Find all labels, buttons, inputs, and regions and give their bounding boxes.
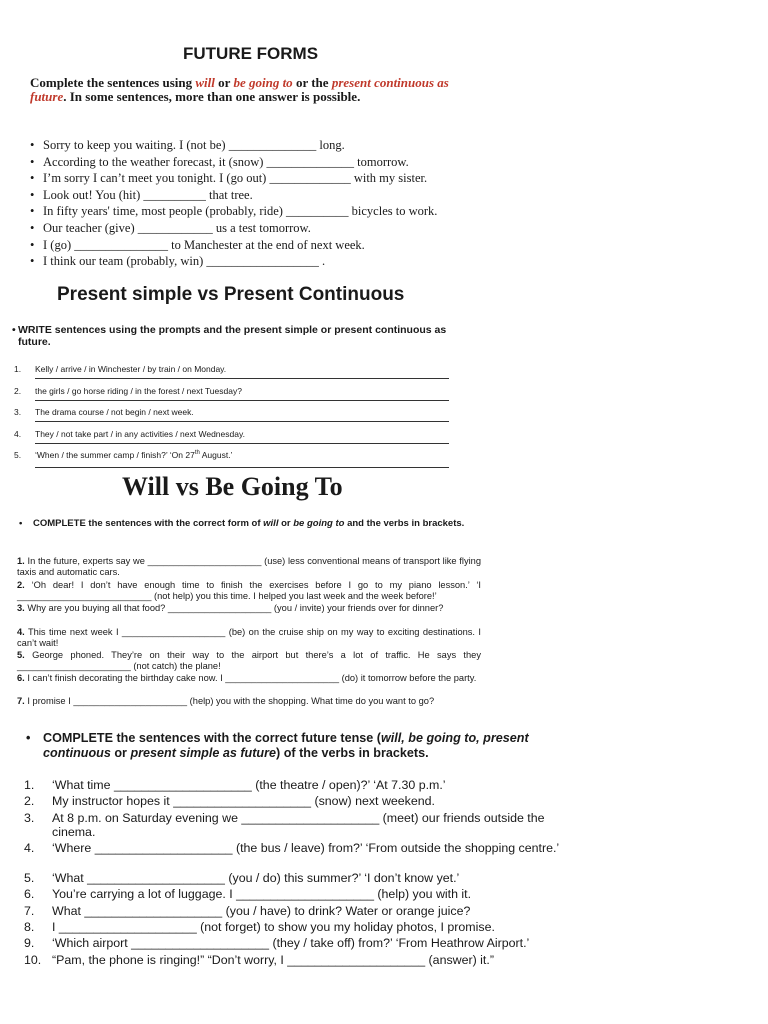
list-item xyxy=(30,137,437,154)
answer-line[interactable] xyxy=(35,421,449,422)
bullet: • xyxy=(19,518,23,529)
item-text: They / not take part / in any activities / next Wednesday. xyxy=(35,429,245,439)
future-forms-list xyxy=(30,137,437,270)
superscript: th xyxy=(194,450,200,457)
item-text: ‘Oh dear! I don’t have enough time to finish the exercises before I go to my piano lesson.’ ‘I __________________________ (not help) you this time. I helped you last week and the week before!’ xyxy=(17,580,481,601)
item-text: George phoned. They’re on their way to the airport but there’s a lot of traffic. He says they ______________________ (not catch) the plane! xyxy=(17,650,482,671)
list-item xyxy=(17,673,481,684)
list-item xyxy=(17,650,481,671)
instruction-text: COMPLETE the sentences with the correct future tense ( xyxy=(43,731,381,745)
item-text: The drama course / not begin / next week. xyxy=(35,407,194,417)
bullet: • xyxy=(26,731,31,745)
instruction-text: WRITE sentences using the prompts and the present simple or present continuous as future. xyxy=(18,324,447,348)
bullet: • xyxy=(30,254,35,269)
instruction-text: . In some sentences, more than one answer is possible. xyxy=(63,89,361,104)
item-number: 4. xyxy=(17,627,25,637)
list-item xyxy=(30,154,437,171)
item-text: Kelly / arrive / in Winchester / by train / on Monday. xyxy=(35,364,227,374)
list-item xyxy=(17,696,481,707)
item-number: 10. xyxy=(24,953,42,967)
item-number: 5. xyxy=(17,650,25,660)
instruction-text: Complete the sentences using xyxy=(30,75,196,90)
item-text: ‘What ____________________ (you / do) this summer?’ ‘I don’t know yet.’ xyxy=(52,871,460,885)
answer-line[interactable] xyxy=(35,378,449,379)
item-text: ‘Where ____________________ (the bus / leave) from?’ ‘From outside the shopping centre.’ xyxy=(52,841,560,855)
item-number: 7. xyxy=(24,904,35,918)
list-item xyxy=(17,556,481,577)
list-item xyxy=(30,237,437,254)
list-item xyxy=(17,627,481,648)
bullet: • xyxy=(30,171,35,186)
instruction-text: and the verbs in brackets. xyxy=(344,518,465,529)
list-item xyxy=(30,203,437,220)
instruction-be-going-to: be going to xyxy=(293,518,345,529)
item-number: 6. xyxy=(17,673,25,683)
item-text: I’m sorry I can’t meet you tonight. I (go out) _____________ with my sister. xyxy=(43,171,428,186)
item-text: I (go) _______________ to Manchester at the end of next week. xyxy=(43,237,365,252)
item-text: Why are you buying all that food? ____________________ (you / invite) your friends over for dinner? xyxy=(27,603,444,613)
item-number: 1. xyxy=(14,364,22,374)
bullet: • xyxy=(30,237,35,252)
item-text: ‘Which airport ____________________ (they / take off) from?’ ‘From Heathrow Airport.’ xyxy=(52,936,530,950)
future-forms-instruction xyxy=(30,76,475,104)
bullet: • xyxy=(30,154,35,169)
instruction-text: ) of the verbs in brackets. xyxy=(276,746,429,760)
item-text: I can’t finish decorating the birthday cake now. I ______________________ (do) it tomorrow before the party. xyxy=(27,673,477,683)
instruction-will: will xyxy=(263,518,279,529)
instruction-present-simple: present simple as future xyxy=(130,746,277,760)
list-item xyxy=(30,220,437,237)
item-text: In the future, experts say we ______________________ (use) less conventional means of transport like flying taxis and automatic cars. xyxy=(17,556,481,577)
item-text: Sorry to keep you waiting. I (not be) ______________ long. xyxy=(43,138,345,152)
item-number: 3. xyxy=(14,407,22,417)
bullet: • xyxy=(30,204,35,219)
list-item xyxy=(30,170,437,187)
bullet: • xyxy=(12,324,16,336)
item-text: “Pam, the phone is ringing!” “Don’t worry, I ____________________ (answer) it.” xyxy=(52,953,494,967)
bullet: • xyxy=(30,220,35,235)
instruction-will: will xyxy=(195,75,215,90)
item-number: 4. xyxy=(24,841,35,855)
instruction-present-continuous: present continuous as future xyxy=(30,75,449,104)
instruction-text: or the xyxy=(292,75,332,90)
answer-line[interactable] xyxy=(35,400,449,401)
item-text xyxy=(35,450,232,460)
future-forms-title: FUTURE FORMS xyxy=(183,44,319,63)
complete-future-tense-instruction xyxy=(26,731,588,761)
instruction-text: or xyxy=(214,75,234,90)
item-number: 9. xyxy=(24,936,35,950)
item-number: 5. xyxy=(14,450,22,460)
item-number: 3. xyxy=(24,811,35,825)
list-item xyxy=(30,253,437,270)
item-text: My instructor hopes it ____________________ (snow) next weekend. xyxy=(52,794,435,808)
present-simple-vs-continuous-title: Present simple vs Present Continuous xyxy=(57,284,405,305)
instruction-text: or xyxy=(278,518,294,529)
item-text: I think our team (probably, win) __________________ . xyxy=(43,254,326,269)
item-text: What ____________________ (you / have) to drink? Water or orange juice? xyxy=(52,904,471,918)
item-number: 2. xyxy=(24,794,35,808)
list-item xyxy=(30,187,437,204)
instruction-text: or xyxy=(110,746,131,760)
item-number: 2. xyxy=(17,580,25,590)
item-number: 7. xyxy=(17,696,25,706)
item-text: This time next week I ____________________ (be) on the cruise ship on my way to exciting destinations. I can’t wait! xyxy=(17,627,481,648)
item-text: At 8 p.m. on Saturday evening we ____________________ (meet) our friends outside the cinema. xyxy=(52,811,545,839)
bullet: • xyxy=(30,187,35,202)
will-vs-going-to-instruction xyxy=(19,518,480,529)
item-text: Our teacher (give) ____________ us a test tomorrow. xyxy=(43,220,311,235)
item-number: 3. xyxy=(17,603,25,613)
item-text: I ____________________ (not forget) to show you my holiday photos, I promise. xyxy=(52,920,495,934)
answer-line[interactable] xyxy=(35,443,449,444)
instruction-be-going-to: be going to xyxy=(233,75,293,90)
item-number: 5. xyxy=(24,871,35,885)
instruction-will-going-to: will, be going to, present continuous xyxy=(43,731,529,760)
item-number: 1. xyxy=(24,778,35,792)
item-text: I promise I ______________________ (help) you with the shopping. What time do you want to go? xyxy=(27,696,435,706)
item-text: According to the weather forecast, it (snow) ______________ tomorrow. xyxy=(43,154,409,169)
item-number: 8. xyxy=(24,920,35,934)
item-number: 1. xyxy=(17,556,25,566)
present-simple-instruction xyxy=(12,324,463,348)
list-item xyxy=(17,603,481,614)
item-number: 2. xyxy=(14,386,22,396)
item-text: the girls / go horse riding / in the forest / next Tuesday? xyxy=(35,386,242,396)
will-vs-be-going-to-title: Will vs Be Going To xyxy=(122,472,343,501)
item-text: In fifty years' time, most people (probably, ride) __________ bicycles to work. xyxy=(43,204,438,219)
item-text-part: ‘When / the summer camp / finish?’ ‘On 27 xyxy=(35,450,195,460)
item-number: 4. xyxy=(14,429,22,439)
item-text-part: August.’ xyxy=(199,450,233,460)
bullet: • xyxy=(30,138,35,152)
item-number: 6. xyxy=(24,887,35,901)
list-item xyxy=(17,580,481,601)
instruction-text: COMPLETE the sentences with the correct form of xyxy=(33,518,264,529)
item-text: ‘What time ____________________ (the theatre / open)?’ ‘At 7.30 p.m.’ xyxy=(52,778,446,792)
answer-line[interactable] xyxy=(35,467,449,468)
item-text: Look out! You (hit) __________ that tree. xyxy=(43,187,253,202)
item-text: You’re carrying a lot of luggage. I ____________________ (help) you with it. xyxy=(52,887,472,901)
